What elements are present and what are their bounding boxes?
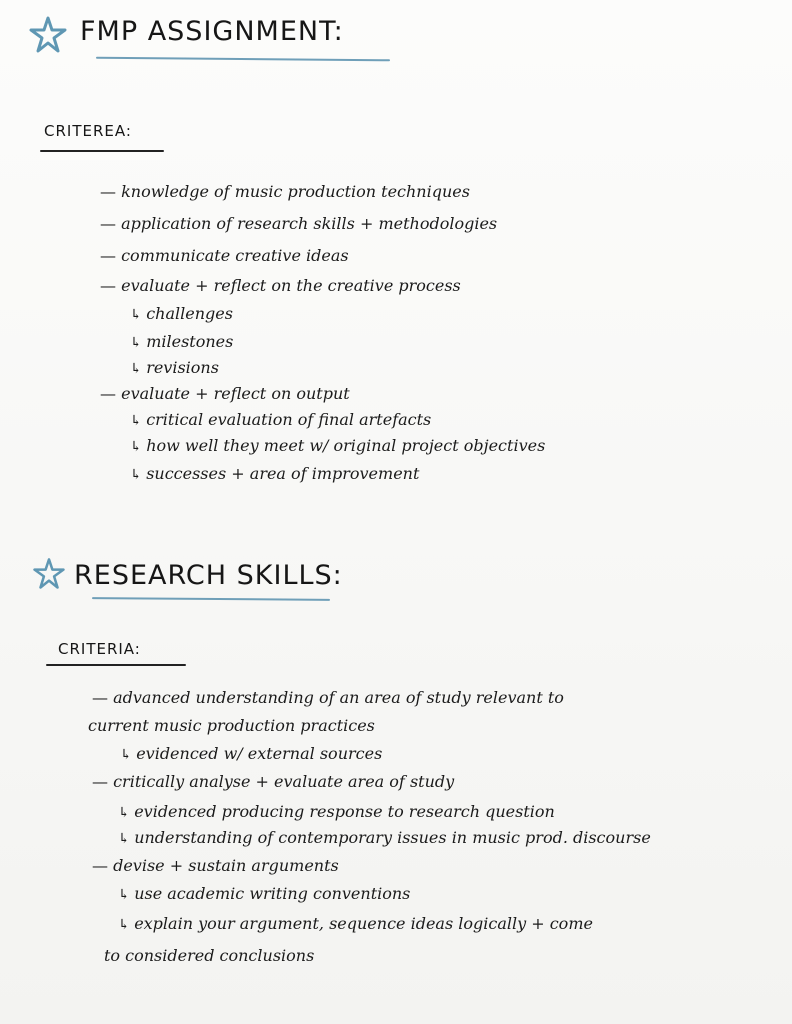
section1-title: FMP ASSIGNMENT: xyxy=(80,16,344,47)
list-item-continuation: current music production practices xyxy=(88,716,375,735)
section1-criteria-label: CRITEREA: xyxy=(44,122,132,140)
section1-title-underline xyxy=(96,57,390,62)
list-subitem: ↳ how well they meet w/ original project objectives xyxy=(130,436,545,455)
list-item: — devise + sustain arguments xyxy=(92,856,339,875)
list-subitem: ↳ evidenced w/ external sources xyxy=(120,744,382,763)
section2-criteria-label: CRITERIA: xyxy=(58,640,141,658)
section2-criteria-underline xyxy=(46,664,186,666)
list-subitem: ↳ understanding of contemporary issues in music prod. discourse xyxy=(118,828,651,847)
list-item: — communicate creative ideas xyxy=(100,246,349,265)
section2-title: RESEARCH SKILLS: xyxy=(74,560,343,591)
list-item: — critically analyse + evaluate area of study xyxy=(92,772,454,791)
list-item: — application of research skills + methodologies xyxy=(100,214,497,233)
list-subitem: ↳ successes + area of improvement xyxy=(130,464,419,483)
list-subitem: ↳ critical evaluation of final artefacts xyxy=(130,410,431,429)
list-subitem: ↳ revisions xyxy=(130,358,219,377)
list-item: — evaluate + reflect on the creative process xyxy=(100,276,461,295)
list-subitem: ↳ evidenced producing response to research question xyxy=(118,802,555,821)
list-item: — knowledge of music production techniques xyxy=(100,182,470,201)
list-item: — advanced understanding of an area of study relevant to xyxy=(92,688,564,707)
list-subitem: ↳ milestones xyxy=(130,332,233,351)
section2-title-underline xyxy=(92,597,330,601)
list-item-continuation: to considered conclusions xyxy=(104,946,315,965)
list-subitem: ↳ explain your argument, sequence ideas logically + come xyxy=(118,914,593,933)
section1-criteria-underline xyxy=(40,150,164,152)
list-subitem: ↳ challenges xyxy=(130,304,233,323)
star-icon xyxy=(28,14,68,54)
list-item: — evaluate + reflect on output xyxy=(100,384,350,403)
list-subitem: ↳ use academic writing conventions xyxy=(118,884,410,903)
star-icon xyxy=(32,556,66,590)
